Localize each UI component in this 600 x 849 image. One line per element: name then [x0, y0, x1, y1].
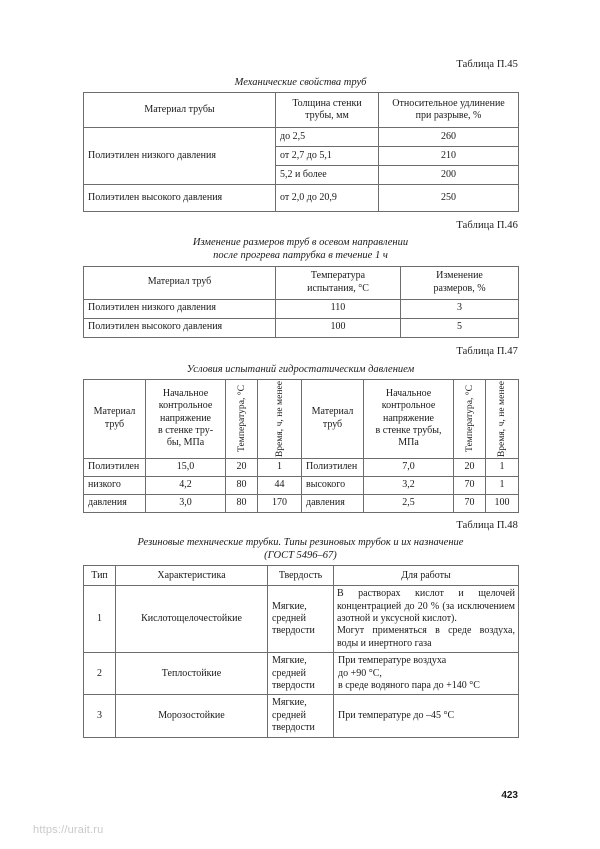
hardness-line2: средней	[272, 667, 306, 679]
header-change-line2: размеров, %	[433, 282, 486, 294]
cell-type: 3	[84, 695, 116, 737]
application-paragraph-2: Могут применяться в среде воздуха, воды и инертного газа	[337, 625, 515, 649]
header-material-right-line1: Материал	[311, 406, 354, 418]
cell-stress-left: 3,0	[146, 494, 226, 512]
cell-temperature-right: 70	[454, 494, 486, 512]
header-thickness-line1: Толщина стенки	[292, 97, 362, 109]
table-p48	[83, 565, 519, 737]
cell-material-hdpe: Полиэтилен высокого давления	[84, 185, 276, 212]
table-title-p48	[83, 536, 518, 562]
application-line1: При температуре воздуха	[338, 655, 447, 667]
header-stress-left-line5: бы, МПа	[166, 437, 205, 449]
table-number-p46: Таблица П.46	[456, 220, 518, 232]
cell-time-right: 100	[486, 494, 519, 512]
hardness-line1: Мягкие,	[272, 697, 307, 709]
header-elongation-line2: при разрыве, %	[415, 110, 482, 122]
cell-stress-left: 15,0	[146, 458, 226, 476]
cell-elongation: 260	[379, 128, 519, 147]
cell-elongation: 250	[379, 185, 519, 212]
cell-temperature: 110	[276, 299, 401, 318]
table-row	[84, 185, 519, 212]
table-number-p45: Таблица П.45	[456, 59, 518, 70]
cell-material-right-line2: высокого	[302, 476, 364, 494]
cell-elongation: 200	[379, 166, 519, 185]
cell-time-left: 170	[258, 494, 302, 512]
cell-application	[334, 586, 519, 653]
header-material-right-line2: труб	[322, 418, 343, 430]
cell-hardness	[268, 695, 334, 737]
header-cell-material-right	[302, 379, 364, 458]
cell-temperature-left: 80	[226, 476, 258, 494]
header-cell-characteristic: Характеристика	[116, 566, 268, 586]
hardness-line3: твердости	[272, 680, 315, 692]
header-cell-material: Материал труб	[84, 266, 276, 299]
header-temperature-line1: Температура	[310, 270, 366, 282]
header-cell-elongation	[379, 93, 519, 128]
header-stress-right-line2: контрольное	[381, 400, 436, 412]
table-row	[84, 299, 519, 318]
table-header-row	[84, 93, 519, 128]
page-number: 423	[501, 790, 518, 801]
header-stress-left-line3: напряжение	[160, 412, 211, 424]
table-row	[84, 695, 519, 737]
header-time-left-label: Время, ч, не менее	[273, 380, 285, 457]
table-title-p48-line2: (ГОСТ 5496–67)	[264, 550, 337, 562]
table-p45	[83, 92, 519, 212]
cell-time-left: 1	[258, 458, 302, 476]
header-stress-left-line1: Начальное	[162, 387, 209, 399]
cell-time-right: 1	[486, 458, 519, 476]
cell-thickness: от 2,0 до 20,9	[276, 185, 379, 212]
header-elongation-line1: Относительное удлинение	[392, 97, 505, 109]
application-line1: При температуре до –45 °C	[338, 709, 455, 721]
header-cell-type: Тип	[84, 566, 116, 586]
table-number-p47: Таблица П.47	[456, 345, 518, 357]
header-cell-stress-right	[364, 379, 454, 458]
table-header-row	[84, 266, 519, 299]
header-thickness-line2: трубы, мм	[305, 110, 349, 122]
header-temperature-line2: испытания, °C	[307, 282, 369, 294]
hardness-line2: средней	[272, 613, 306, 625]
cell-time-left: 44	[258, 476, 302, 494]
hardness-line3: твердости	[272, 722, 315, 734]
cell-material-right-line3: давления	[302, 494, 364, 512]
cell-material-left-line2: низкого	[84, 476, 146, 494]
table-row	[84, 318, 519, 337]
header-temperature-left-label: Температура, °C	[235, 385, 247, 453]
cell-change: 5	[401, 318, 519, 337]
cell-type: 2	[84, 653, 116, 695]
table-row	[84, 458, 519, 476]
application-line3: в среде водяного пара до +140 °C	[338, 680, 480, 692]
cell-change: 3	[401, 299, 519, 318]
table-title-p45: Механические свойства труб	[234, 77, 367, 88]
cell-hardness	[268, 653, 334, 695]
hardness-line3: твердости	[272, 625, 315, 637]
cell-characteristic: Кислотощелочестойкие	[116, 586, 268, 653]
hardness-line2: средней	[272, 709, 306, 721]
cell-material-right-line1: Полиэтилен	[302, 458, 364, 476]
header-cell-material: Материал трубы	[84, 93, 276, 128]
header-material-left-line1: Материал	[93, 406, 136, 418]
application-paragraph-1: В растворах кислот и щелочей концентрацией до 20 % (за исключением азотной и уксусной кислот).	[337, 588, 515, 625]
header-stress-right-line5: МПа	[398, 437, 419, 449]
cell-stress-right: 2,5	[364, 494, 454, 512]
header-cell-temperature-right	[454, 379, 486, 458]
site-watermark: https://urait.ru	[33, 824, 104, 836]
cell-characteristic: Теплостойкие	[116, 653, 268, 695]
cell-hardness	[268, 586, 334, 653]
table-row	[84, 128, 519, 147]
cell-characteristic: Морозостойкие	[116, 695, 268, 737]
cell-stress-right: 7,0	[364, 458, 454, 476]
cell-type: 1	[84, 586, 116, 653]
cell-stress-right: 3,2	[364, 476, 454, 494]
cell-temperature-left: 20	[226, 458, 258, 476]
cell-time-right: 1	[486, 476, 519, 494]
table-p46	[83, 266, 519, 338]
cell-application	[334, 653, 519, 695]
header-stress-right-line3: напряжение	[383, 412, 434, 424]
cell-material-left-line1: Полиэтилен	[84, 458, 146, 476]
table-row	[84, 476, 519, 494]
header-cell-temperature	[276, 266, 401, 299]
cell-material: Полиэтилен высокого давления	[84, 318, 276, 337]
table-p47	[83, 379, 519, 513]
header-stress-right-line1: Начальное	[385, 387, 432, 399]
cell-thickness: от 2,7 до 5,1	[276, 147, 379, 166]
header-cell-material-left	[84, 379, 146, 458]
header-cell-time-left	[258, 379, 302, 458]
table-title-p46	[83, 236, 518, 262]
cell-temperature: 100	[276, 318, 401, 337]
cell-material-ldpe: Полиэтилен низкого давления	[84, 128, 276, 185]
header-cell-stress-left	[146, 379, 226, 458]
page-content	[83, 58, 518, 738]
cell-material-left-line3: давления	[84, 494, 146, 512]
table-title-p46-line1: Изменение размеров труб в осевом направлении	[192, 237, 409, 249]
table-title-p47: Условия испытаний гидростатическим давлением	[186, 363, 415, 375]
cell-temperature-left: 80	[226, 494, 258, 512]
header-cell-hardness: Твердость	[268, 566, 334, 586]
header-stress-right-line4: в стенке трубы,	[375, 425, 442, 437]
table-row	[84, 653, 519, 695]
cell-application	[334, 695, 519, 737]
header-time-right-label: Время, ч, не менее	[496, 380, 508, 457]
header-cell-thickness	[276, 93, 379, 128]
table-header-row	[84, 566, 519, 586]
header-change-line1: Изменение	[436, 270, 483, 282]
header-stress-left-line2: контрольное	[158, 400, 213, 412]
header-cell-change	[401, 266, 519, 299]
cell-stress-left: 4,2	[146, 476, 226, 494]
header-cell-time-right	[486, 379, 519, 458]
header-stress-left-line4: в стенке тру-	[157, 425, 214, 437]
header-material-left-line2: труб	[104, 418, 125, 430]
cell-thickness: до 2,5	[276, 128, 379, 147]
table-title-p48-line1: Резиновые технические трубки. Типы резиновых трубок и их назначение	[137, 536, 464, 548]
header-cell-temperature-left	[226, 379, 258, 458]
table-header-row	[84, 379, 519, 458]
cell-temperature-right: 20	[454, 458, 486, 476]
application-line2: до +90 °C,	[338, 667, 382, 679]
cell-temperature-right: 70	[454, 476, 486, 494]
header-cell-application: Для работы	[334, 566, 519, 586]
cell-elongation: 210	[379, 147, 519, 166]
cell-material: Полиэтилен низкого давления	[84, 299, 276, 318]
hardness-line1: Мягкие,	[272, 655, 307, 667]
table-row	[84, 586, 519, 653]
table-title-p46-line2: после прогрева патрубка в течение 1 ч	[213, 250, 388, 262]
cell-thickness: 5,2 и более	[276, 166, 379, 185]
hardness-line1: Мягкие,	[272, 600, 307, 612]
header-temperature-right-label: Температура, °C	[463, 385, 475, 453]
table-number-p48: Таблица П.48	[456, 519, 518, 531]
table-row	[84, 494, 519, 512]
